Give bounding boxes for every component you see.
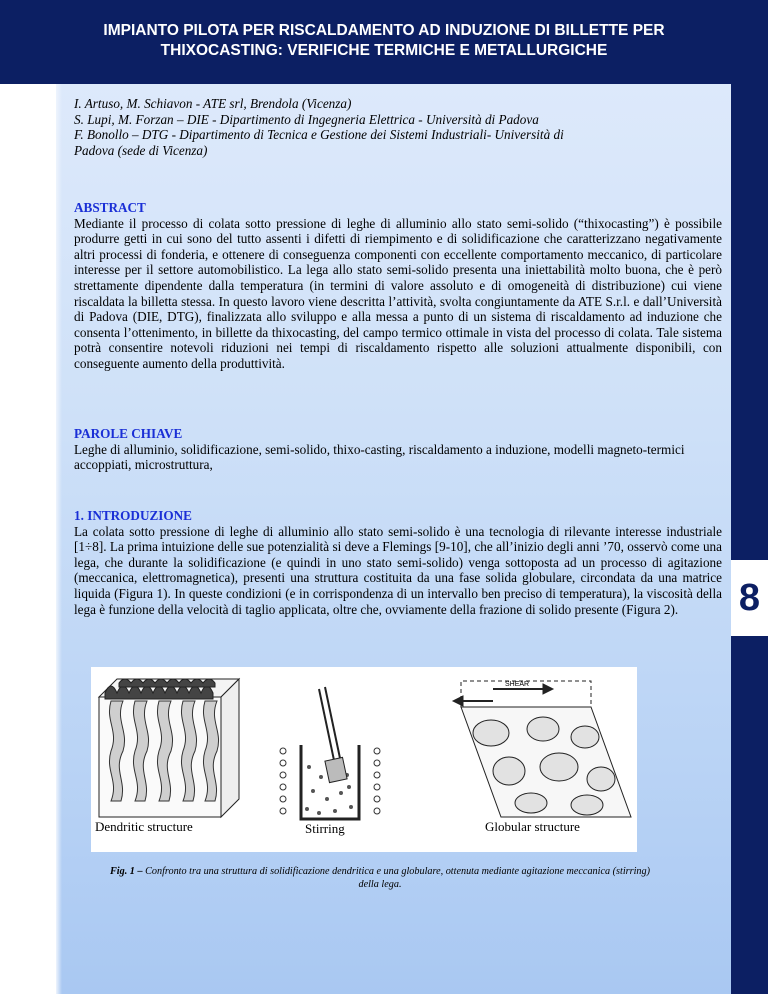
figure-1: [91, 667, 637, 852]
author-affiliations: [74, 96, 722, 158]
keywords-section: [74, 426, 722, 473]
shear-label: SHEAR: [505, 681, 530, 688]
dendritic-structure-drawing: [99, 679, 239, 817]
author-line: I. Artuso, M. Schiavon - ATE srl, Brendola (Vicenza): [74, 96, 352, 111]
caption-text: Confronto tra una struttura di solidificazione dendritica e una globulare, ottenuta mediante agitazione meccanica (stirring) della lega.: [145, 866, 650, 890]
paper-title-line-2: THIXOCASTING: VERIFICHE TERMICHE E METALLURGICHE: [160, 42, 608, 59]
chapter-number: 8: [731, 560, 768, 636]
keywords-body: Leghe di alluminio, solidificazione, semi-solido, thixo-casting, riscaldamento a induzione, modelli magneto-termici accoppiati, microstruttura,: [74, 441, 685, 473]
paper-title-line-1: IMPIANTO PILOTA PER RISCALDAMENTO AD INDUZIONE DI BILLETTE PER: [103, 22, 665, 39]
caption-label: Fig. 1 –: [109, 866, 143, 877]
side-bar: [731, 84, 768, 994]
keywords-heading: PAROLE CHIAVE: [74, 426, 183, 441]
panel-label-stirring: Stirring: [305, 821, 345, 836]
introduction-section: [74, 508, 722, 617]
figure-1-caption: [100, 865, 660, 891]
panel-label-globular: Globular structure: [485, 819, 580, 834]
abstract-section: [74, 200, 722, 372]
abstract-body: Mediante il processo di colata sotto pressione di leghe di alluminio allo stato semi-solido (“thixocasting”) è possibile produrre getti in cui sono del tutto assenti i difetti di riempimento e di solidificazione che caratterizzano negativamente altri processi di fonderia, e ottenere di conseguenza componenti con eccellente comportamento meccanico, di particolare interesse per il settore automobilistico. La lega allo stato semi-solido presenta una iniettabilità molto buona, che è però strettamente dipendente dalla temperatura (in termini di valore assoluto e di omogeneità di distribuzione) cui viene riscaldata la billetta stessa. In questo lavoro viene descritta l’attività, svolta congiuntamente da ATE S.r.l. e dall’Università di Padova (DIE, DTG), finalizzata allo sviluppo e alla messa a punto di un sistema di riscaldamento ad induzione che consenta l’ottenimento, in billette da thixocasting, del campo termico ottimale in vista del processo di colata. Tale sistema potrà consentire notevoli riduzioni nei tempi di riscaldamento rispetto alle soluzioni attualmente disponibili, con conseguente aumento della produttività.: [74, 215, 722, 371]
author-line: Padova (sede di Vicenza): [74, 142, 208, 158]
globular-structure-drawing: [453, 681, 631, 817]
introduction-body: La colata sotto pressione di leghe di alluminio allo stato semi-solido è una tecnologia di rilevante interesse industriale [1÷8]. La prima intuizione delle sue potenzialità si deve a Flemings [9-10], che all’inizio degli anni ’70, osservò come una lega, che durante la solidificazione (e quindi in uno stato semi-solido) venga sottoposta ad un processo di agitazione (meccanica, elettromagnetica), presenti una struttura costituita da una fase solida globulare, circondata da una matrice liquida (Figura 1). In queste condizioni (e in corrispondenza di un intervallo ben preciso di temperatura), la viscosità della lega è funzione della velocità di taglio applicata, oltre che, ovviamente della frazione di solido presente (Figura 2).: [74, 523, 722, 617]
panel-label-dendritic: Dendritic structure: [95, 819, 193, 834]
author-line: S. Lupi, M. Forzan – DIE - Dipartimento di Ingegneria Elettrica - Università di Padova: [74, 111, 539, 127]
author-line: F. Bonollo – DTG - Dipartimento di Tecnica e Gestione dei Sistemi Industriali- Università di: [74, 127, 564, 143]
abstract-heading: ABSTRACT: [74, 200, 146, 215]
stirring-drawing: [280, 687, 380, 819]
title-banner: [0, 0, 768, 84]
introduction-heading: 1. INTRODUZIONE: [74, 508, 192, 523]
